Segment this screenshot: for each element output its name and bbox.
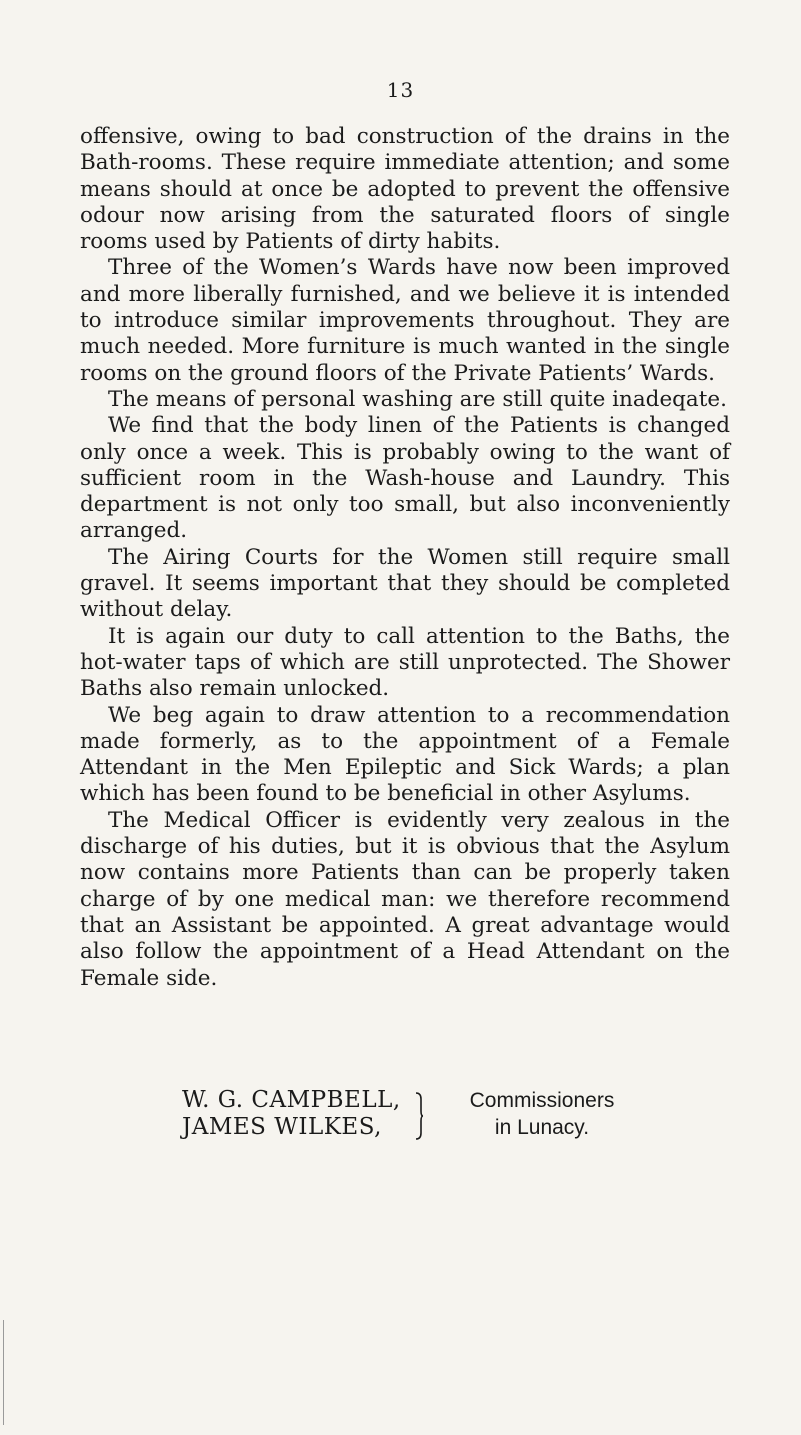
grouping-brace-icon <box>414 1091 424 1141</box>
title-in-lunacy: in Lunacy. <box>494 1116 590 1139</box>
body-text <box>80 124 730 992</box>
paragraph-body-linen: We find that the body linen of the Patients is changed only once a week. This is probably owing to the want of sufficient room in the Wash-house and Laundry. This department is not only too small, but also inconveniently arranged. <box>80 413 730 544</box>
paragraph-womens-wards: Three of the Women’s Wards have now been improved and more liberally furnished, and we believe it is intended to introduce similar improvements throughout. They are much needed. More furniture is much wanted in the single rooms on the ground floors of the Private Patients’ Wards. <box>80 255 730 386</box>
signatory-title <box>442 1087 642 1141</box>
scan-margin-line <box>3 1320 4 1425</box>
signatory-campbell: W. G. CAMPBELL, <box>182 1087 401 1113</box>
paragraph-airing-courts: The Airing Courts for the Women still require small gravel. It seems important that they should be completed without delay. <box>80 544 730 623</box>
paragraph-female-attendant: We beg again to draw attention to a recommendation made formerly, as to the appointment of a Female Attendant in the Men Epileptic and Sick Wards; a plan which has been found to be beneficial in other Asylums. <box>80 702 730 807</box>
page-number: 13 <box>386 78 415 102</box>
paragraph-drains: offensive, owing to bad construction of the drains in the Bath-rooms. These require immediate attention; and some means should at once be adopted to prevent the offensive odour now arising from the saturated floors of single rooms used by Patients of dirty habits. <box>80 124 730 255</box>
paragraph-baths: It is again our duty to call attention to the Baths, the hot-water taps of which are still unprotected. The Shower Baths also remain unlocked. <box>80 623 730 702</box>
title-commissioners: Commissioners <box>469 1089 615 1112</box>
signatory-wilkes: JAMES WILKES, <box>182 1114 382 1140</box>
signatory-names <box>182 1087 401 1141</box>
paragraph-medical-officer: The Medical Officer is evidently very zealous in the discharge of his duties, but it is obvious that the Asylum now contains more Patients than can be properly taken charge of by one medical man: we therefore recommend that an Assistant be appointed. A great advantage would also follow the appointment of a Head Attendant on the Female side. <box>80 807 730 991</box>
paragraph-personal-washing: The means of personal washing are still quite inadeqate. <box>108 386 727 412</box>
